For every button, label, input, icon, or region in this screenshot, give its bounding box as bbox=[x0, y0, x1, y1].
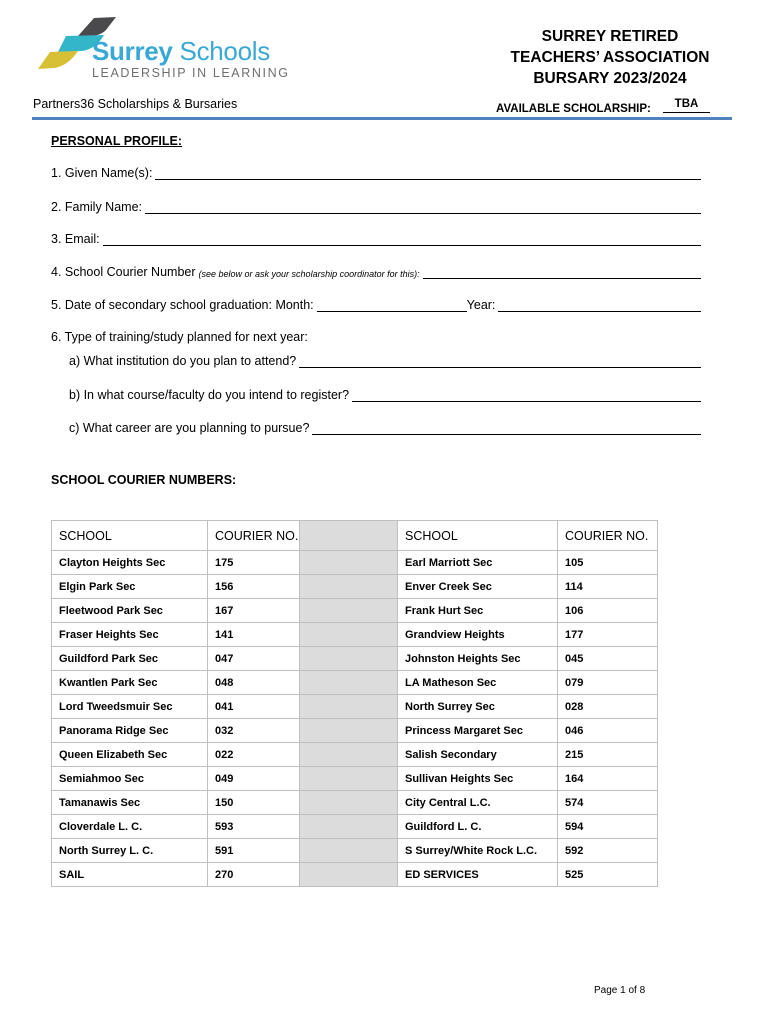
school-cell: Elgin Park Sec bbox=[52, 575, 208, 599]
table-row bbox=[52, 623, 658, 647]
given-name-row bbox=[51, 166, 701, 180]
courier-number-cell: 175 bbox=[208, 551, 300, 575]
header-divider bbox=[32, 117, 732, 120]
table-row bbox=[52, 767, 658, 791]
courier-number-cell: 177 bbox=[558, 623, 658, 647]
table-spacer-cell bbox=[300, 599, 398, 623]
school-cell: LA Matheson Sec bbox=[398, 671, 558, 695]
logo-wordmark bbox=[92, 36, 270, 67]
available-scholarship-label: AVAILABLE SCHOLARSHIP: bbox=[496, 103, 651, 115]
family-name-row bbox=[51, 200, 701, 214]
institution-row bbox=[69, 354, 701, 368]
courier-number-cell: 150 bbox=[208, 791, 300, 815]
courier-number-cell: 167 bbox=[208, 599, 300, 623]
page-number: Page 1 of 8 bbox=[594, 985, 646, 996]
title-line-1: SURREY RETIRED bbox=[541, 28, 679, 45]
table-row bbox=[52, 863, 658, 887]
table-spacer-cell bbox=[300, 623, 398, 647]
school-cell: Lord Tweedsmuir Sec bbox=[52, 695, 208, 719]
school-cell: S Surrey/White Rock L.C. bbox=[398, 839, 558, 863]
family-name-field[interactable] bbox=[145, 201, 701, 214]
table-spacer-cell bbox=[300, 863, 398, 887]
courier-numbers-heading: SCHOOL COURIER NUMBERS: bbox=[51, 473, 237, 487]
table-spacer-cell bbox=[300, 647, 398, 671]
table-row bbox=[52, 647, 658, 671]
courier-number-cell: 525 bbox=[558, 863, 658, 887]
courier-number-cell: 028 bbox=[558, 695, 658, 719]
graduation-month-label: 5. Date of secondary school graduation: Month: bbox=[51, 298, 314, 312]
course-label: b) In what course/faculty do you intend to register? bbox=[69, 388, 350, 402]
career-label: c) What career are you planning to pursue? bbox=[69, 421, 310, 435]
given-name-field[interactable] bbox=[155, 167, 701, 180]
institution-label: a) What institution do you plan to attend? bbox=[69, 354, 297, 368]
available-scholarship-value: TBA bbox=[663, 98, 710, 113]
table-row bbox=[52, 695, 658, 719]
courier-number-field[interactable] bbox=[423, 266, 701, 279]
logo-name-rest: Schools bbox=[179, 36, 270, 66]
courier-number-cell: 022 bbox=[208, 743, 300, 767]
school-cell: Fleetwood Park Sec bbox=[52, 599, 208, 623]
school-cell: Sullivan Heights Sec bbox=[398, 767, 558, 791]
courier-number-label: 4. School Courier Number bbox=[51, 265, 196, 279]
school-cell: Tamanawis Sec bbox=[52, 791, 208, 815]
career-row bbox=[69, 421, 701, 435]
graduation-year-field[interactable] bbox=[498, 299, 701, 312]
header-school-1: SCHOOL bbox=[52, 521, 208, 551]
graduation-date-row bbox=[51, 298, 701, 312]
table-header-row bbox=[52, 521, 658, 551]
given-name-label: 1. Given Name(s): bbox=[51, 166, 153, 180]
table-spacer-cell bbox=[300, 743, 398, 767]
table-spacer-cell bbox=[300, 521, 398, 551]
email-label: 3. Email: bbox=[51, 232, 100, 246]
courier-number-cell: 574 bbox=[558, 791, 658, 815]
table-spacer-cell bbox=[300, 695, 398, 719]
table-row bbox=[52, 815, 658, 839]
school-cell: Kwantlen Park Sec bbox=[52, 671, 208, 695]
courier-number-cell: 032 bbox=[208, 719, 300, 743]
courier-number-cell: 270 bbox=[208, 863, 300, 887]
partners-label: Partners36 Scholarships & Bursaries bbox=[33, 97, 238, 111]
table-row bbox=[52, 551, 658, 575]
courier-number-cell: 105 bbox=[558, 551, 658, 575]
table-spacer-cell bbox=[300, 839, 398, 863]
course-field[interactable] bbox=[352, 389, 701, 402]
document-title bbox=[490, 26, 730, 89]
school-cell: Johnston Heights Sec bbox=[398, 647, 558, 671]
courier-number-cell: 591 bbox=[208, 839, 300, 863]
table-spacer-cell bbox=[300, 671, 398, 695]
courier-number-cell: 141 bbox=[208, 623, 300, 647]
school-cell: Cloverdale L. C. bbox=[52, 815, 208, 839]
school-cell: Princess Margaret Sec bbox=[398, 719, 558, 743]
school-cell: Grandview Heights bbox=[398, 623, 558, 647]
institution-field[interactable] bbox=[299, 355, 701, 368]
courier-number-cell: 592 bbox=[558, 839, 658, 863]
email-row bbox=[51, 232, 701, 246]
table-row bbox=[52, 791, 658, 815]
table-row bbox=[52, 839, 658, 863]
school-cell: Salish Secondary bbox=[398, 743, 558, 767]
table-spacer-cell bbox=[300, 575, 398, 599]
courier-number-cell: 164 bbox=[558, 767, 658, 791]
logo-name-bold: Surrey bbox=[92, 36, 173, 66]
email-field[interactable] bbox=[103, 233, 701, 246]
personal-profile-heading: PERSONAL PROFILE: bbox=[51, 134, 183, 148]
courier-number-cell: 041 bbox=[208, 695, 300, 719]
career-field[interactable] bbox=[312, 422, 701, 435]
course-row bbox=[69, 388, 701, 402]
school-cell: Guildford L. C. bbox=[398, 815, 558, 839]
study-type-row bbox=[51, 330, 308, 344]
courier-number-cell: 046 bbox=[558, 719, 658, 743]
title-line-2: TEACHERS’ ASSOCIATION bbox=[510, 49, 710, 66]
school-cell: Frank Hurt Sec bbox=[398, 599, 558, 623]
header-courier-1: COURIER NO. bbox=[208, 521, 300, 551]
table-row bbox=[52, 599, 658, 623]
courier-number-cell: 049 bbox=[208, 767, 300, 791]
school-cell: North Surrey Sec bbox=[398, 695, 558, 719]
courier-number-cell: 047 bbox=[208, 647, 300, 671]
school-cell: Enver Creek Sec bbox=[398, 575, 558, 599]
title-line-3: BURSARY 2023/2024 bbox=[533, 70, 687, 87]
courier-number-cell: 079 bbox=[558, 671, 658, 695]
courier-number-cell: 594 bbox=[558, 815, 658, 839]
table-spacer-cell bbox=[300, 767, 398, 791]
courier-number-cell: 593 bbox=[208, 815, 300, 839]
study-type-label: 6. Type of training/study planned for next year: bbox=[51, 330, 308, 344]
courier-number-cell: 045 bbox=[558, 647, 658, 671]
table-row bbox=[52, 671, 658, 695]
table-spacer-cell bbox=[300, 791, 398, 815]
school-cell: SAIL bbox=[52, 863, 208, 887]
school-cell: City Central L.C. bbox=[398, 791, 558, 815]
table-row bbox=[52, 575, 658, 599]
school-cell: Earl Marriott Sec bbox=[398, 551, 558, 575]
school-cell: ED SERVICES bbox=[398, 863, 558, 887]
table-spacer-cell bbox=[300, 551, 398, 575]
family-name-label: 2. Family Name: bbox=[51, 200, 142, 214]
header-courier-2: COURIER NO. bbox=[558, 521, 658, 551]
table-row bbox=[52, 743, 658, 767]
courier-number-hint: (see below or ask your scholarship coordinator for this): bbox=[198, 269, 420, 279]
graduation-year-label: Year: bbox=[466, 298, 496, 312]
courier-number-cell: 048 bbox=[208, 671, 300, 695]
school-cell: Panorama Ridge Sec bbox=[52, 719, 208, 743]
header-school-2: SCHOOL bbox=[398, 521, 558, 551]
courier-number-cell: 106 bbox=[558, 599, 658, 623]
courier-number-row bbox=[51, 265, 701, 279]
school-cell: North Surrey L. C. bbox=[52, 839, 208, 863]
courier-numbers-table bbox=[51, 520, 658, 887]
courier-number-cell: 215 bbox=[558, 743, 658, 767]
school-cell: Queen Elizabeth Sec bbox=[52, 743, 208, 767]
table-spacer-cell bbox=[300, 719, 398, 743]
school-cell: Clayton Heights Sec bbox=[52, 551, 208, 575]
school-cell: Guildford Park Sec bbox=[52, 647, 208, 671]
table-row bbox=[52, 719, 658, 743]
table-spacer-cell bbox=[300, 815, 398, 839]
courier-number-cell: 156 bbox=[208, 575, 300, 599]
logo-tagline: LEADERSHIP IN LEARNING bbox=[92, 66, 290, 80]
graduation-month-field[interactable] bbox=[317, 299, 467, 312]
school-cell: Semiahmoo Sec bbox=[52, 767, 208, 791]
school-cell: Fraser Heights Sec bbox=[52, 623, 208, 647]
courier-number-cell: 114 bbox=[558, 575, 658, 599]
